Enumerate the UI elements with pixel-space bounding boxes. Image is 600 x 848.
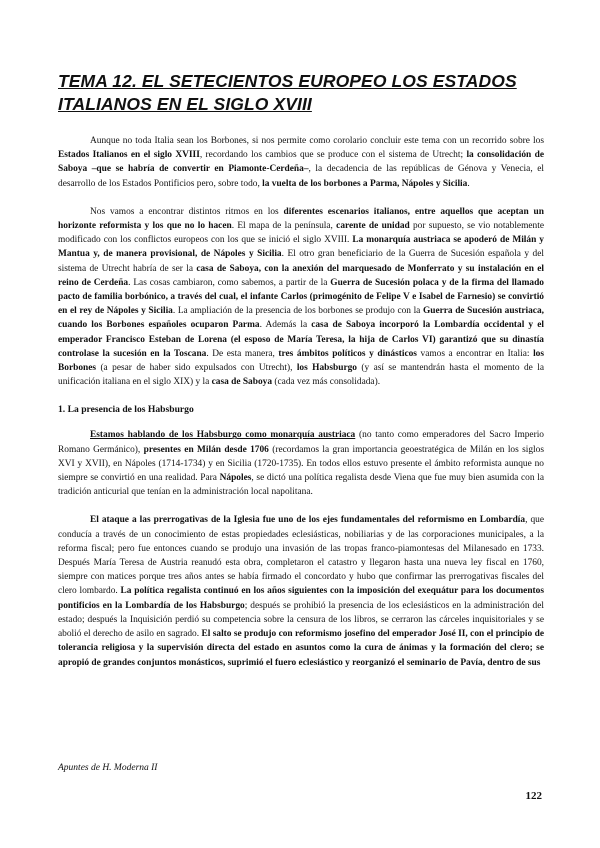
text: (cada vez más consolidada). xyxy=(272,377,381,388)
bold-text: casa de Saboya, con la anexión del marquesado de Monferrato y su instalación en el reino de Cerdeña xyxy=(58,263,544,288)
bold-text: La monarquía austriaca se apoderó de Milán y Mantua y, de manera provisional, de Nápoles y Sicilia xyxy=(58,235,544,260)
text: , recordando los cambios que se produce con el sistema de Utrecht; xyxy=(199,150,467,161)
text: por supuesto, se vio notablemente modificado con los conflictos europeos con los que se inició el siglo XVIII. xyxy=(58,221,544,246)
bold-text: Guerra de Sucesión austriaca, cuando los Borbones españoles ocuparon Parma xyxy=(58,306,544,331)
page-content xyxy=(58,70,544,684)
text: Aunque no toda Italia sean los Borbones, si nos permite como corolario concluir este tema con un recorrido sobre los xyxy=(90,136,544,146)
bold-text: casa de Saboya xyxy=(211,377,273,388)
bold-text: los Borbones xyxy=(58,348,545,374)
text: . La ampliación de la presencia de los borbones se produjo con la xyxy=(172,306,423,317)
bold-text: Guerra de Sucesión polaca y de la firma del llamado pacto de familia borbónico, a través del cual, el infante Carlos (primogénito de Felipe V e Isabel de Farnesio) se convirtió en el rey de Nápoles y Sicilia xyxy=(58,277,544,317)
text: ; después se prohibió la presencia de los eclesiásticos en la administración del estado; después la Inquisición perdió su competencia sobre la censura de los libros, se cerraron las cárceles inquisitoriales y se abolió el derecho de asilo en sagrado. xyxy=(58,600,544,640)
page-number: 122 xyxy=(525,790,542,802)
section-heading: 1. La presencia de los Habsburgo xyxy=(58,404,194,416)
bold-text: casa de Saboya incorporó la Lombardía occidental y el emperador Francisco Esteban de Lorena (el esposo de María Teresa, la hija de Carlos VI) garantizó que su dinastía controlase la sucesión en la Toscana xyxy=(58,320,544,359)
text: . El mapa de la península, xyxy=(231,221,337,232)
bold-text: carente de unidad xyxy=(336,221,410,232)
footer-label: Apuntes de H. Moderna II xyxy=(58,763,158,773)
bold-text: la consolidación de Saboya –que se habría de convertir en Piamonte-Cerdeña– xyxy=(58,150,545,175)
bold-text: La política regalista continuó en los años siguientes con la imposición del exequátur para los documentos pontificios en la Lombardía de los Habsburgo xyxy=(58,586,544,611)
text: (a pesar de haber sido expulsados con Utrecht), xyxy=(96,363,297,374)
paragraph-intro xyxy=(58,134,544,191)
text: . De esta manera, xyxy=(206,348,279,359)
bold-text: tres ámbitos políticos y dinásticos xyxy=(278,348,417,359)
text: . Las cosas cambiaron, como sabemos, a partir de la xyxy=(128,277,331,288)
text: , se dictó una política regalista desde Viena que fue muy bien asumida con la tradición anticurial que tenían en la administración local napolitana. xyxy=(58,473,544,498)
bold-text: Estados Italianos en el siglo XVIII xyxy=(58,150,200,161)
bold-text: presentes en Milán desde 1706 xyxy=(143,444,269,455)
bold-text: El salto se produjo con reformismo josefino del emperador José II, con el principio de tolerancia religiosa y la supervisión directa del estado en asuntos como la cura de ánimas y la formación del clero; se apropió de grandes conjuntos monásticos, suprimió el fuero eclesiástico y reorganizó el seminario de Pavía, dentro de sus xyxy=(58,629,544,668)
bold-text: diferentes escenarios italianos, entre aquellos que aceptan un horizonte reformista y los que no lo hacen xyxy=(58,206,544,232)
text: Nos vamos a encontrar distintos ritmos en los xyxy=(90,206,284,217)
text: , la decadencia de las repúblicas de Génova y Venecia, el desarrollo de los Estados Pontificios pero, sobre todo, xyxy=(58,164,544,189)
text: , que conducía a través de un conocimiento de estas propiedades eclesiásticas, nobiliarias y de las corporaciones municipales, a la reforma fiscal; pero fue entonces cuando se produjo una invasión de las tropas franco-piamontesas del Milanesado en 1733. Después María Teresa de Austria reanudó esta obra, completaron el catastro y llegaron hasta una nueva ley fiscal en 1760, siempre con matices porque tres años antes se había firmado el concordato y hubo que confirmar las prerrogativas fiscales del clero lombardo. xyxy=(58,515,544,597)
text: vamos a encontrar en Italia: xyxy=(416,348,534,359)
text: . xyxy=(467,178,470,189)
text: (no tanto como emperadores del Sacro Imperio Romano Germánico), xyxy=(58,430,544,455)
paragraph-habsburg xyxy=(58,428,544,499)
paragraph-church xyxy=(58,513,544,669)
text: . Además la xyxy=(259,320,312,331)
page-title: TEMA 12. EL SETECIENTOS EUROPEO LOS ESTADOS ITALIANOS EN EL SIGLO XVIII xyxy=(58,71,517,114)
text: (y así se mantendrán hasta el momento de la unificación italiana en el siglo XIX) y la xyxy=(58,363,544,388)
bold-text: la vuelta de los borbones a Parma, Nápoles y Sicilia xyxy=(262,178,468,189)
text: . El otro gran beneficiario de la Guerra de Sucesión española y del sistema de Utrecht habría de ser la xyxy=(58,249,544,274)
bold-text: Estamos hablando de los Habsburgo como monarquía austriaca xyxy=(90,430,356,441)
paragraph-scenarios xyxy=(58,205,544,390)
bold-text: El ataque a las prerrogativas de la Iglesia fue uno de los ejes fundamentales del reformismo en Lombardía xyxy=(90,515,526,526)
text: (recordamos la gran importancia geoestratégica de Milán en los siglos XVI y XVII), en Nápoles (1714-1734) y en Sicilia (1720-1735). En todos ellos estuvo presente el ámbito reformista aunque no siempre se convirtió en una realidad. Para xyxy=(58,444,544,484)
bold-text: Nápoles xyxy=(219,473,252,484)
bold-text: los Habsburgo xyxy=(296,363,357,374)
